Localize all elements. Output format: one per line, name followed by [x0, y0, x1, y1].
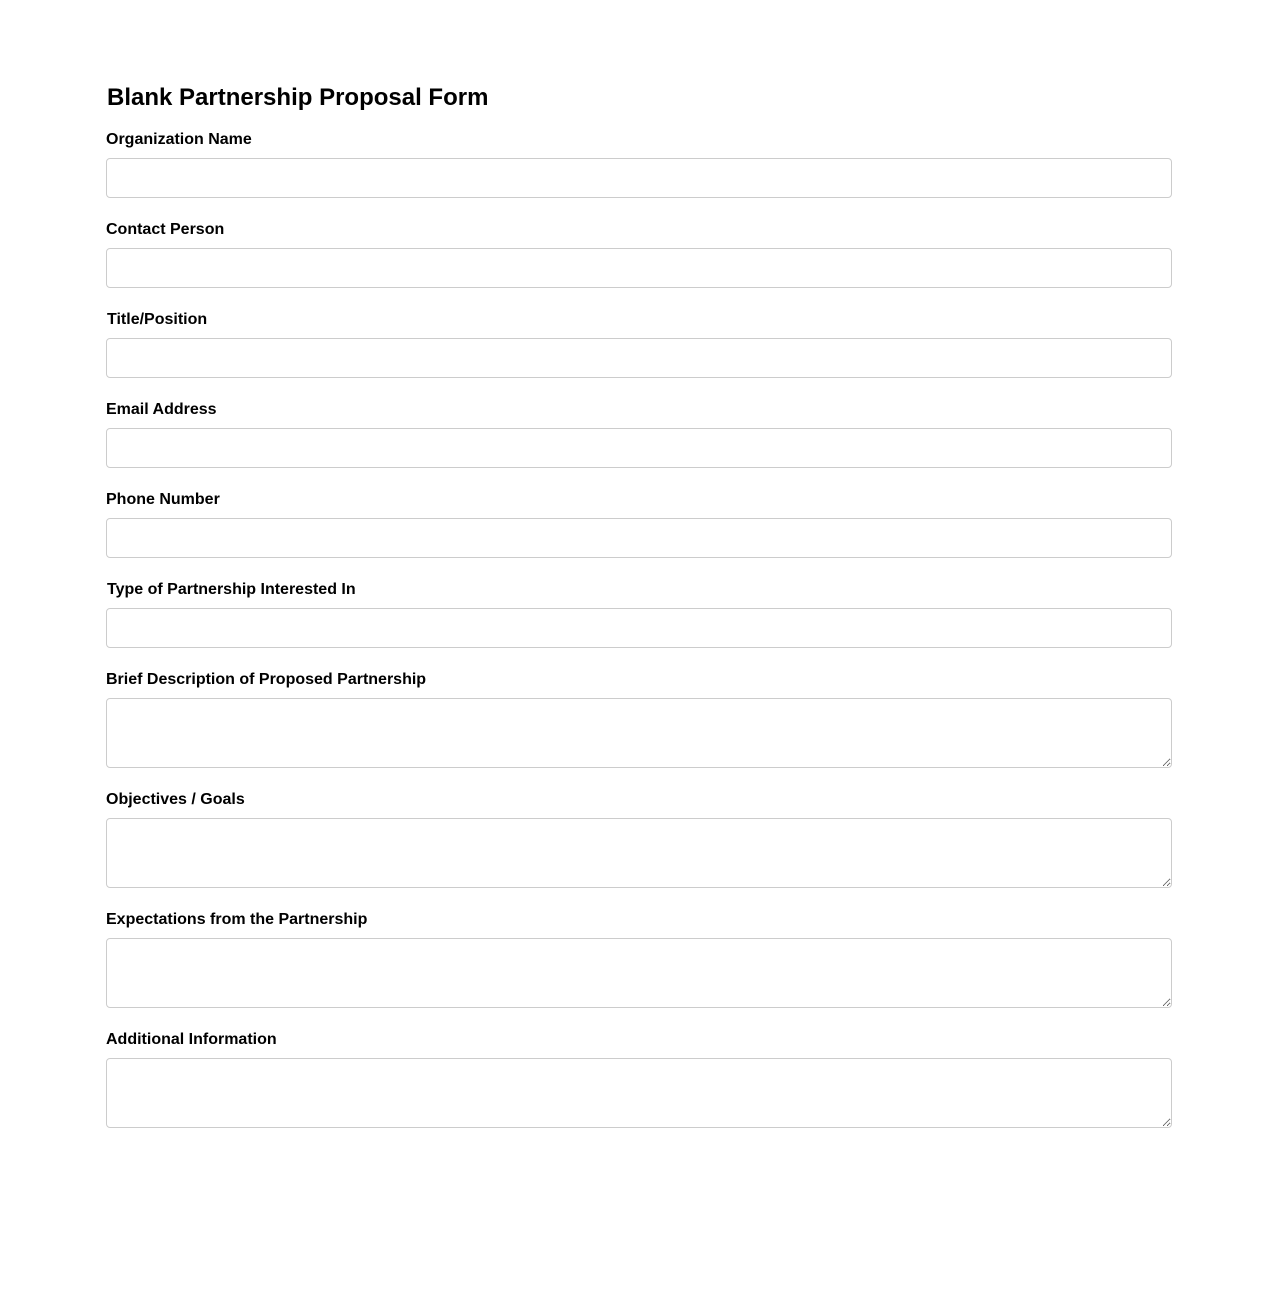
field-email-address	[106, 400, 1172, 468]
field-additional-information	[106, 1030, 1172, 1128]
field-partnership-type	[106, 580, 1172, 648]
additional-information-textarea[interactable]	[106, 1058, 1172, 1128]
field-title-position	[106, 310, 1172, 378]
organization-name-input[interactable]	[106, 158, 1172, 198]
page-title: Blank Partnership Proposal Form	[107, 84, 489, 111]
proposal-form	[106, 82, 1172, 1150]
field-expectations	[106, 910, 1172, 1008]
additional-information-label: Additional Information	[106, 1031, 277, 1048]
field-contact-person	[106, 220, 1172, 288]
contact-person-input[interactable]	[106, 248, 1172, 288]
title-position-label: Title/Position	[107, 311, 208, 328]
brief-description-textarea[interactable]	[106, 698, 1172, 768]
expectations-label: Expectations from the Partnership	[106, 911, 368, 928]
objectives-goals-label: Objectives / Goals	[106, 791, 245, 808]
expectations-textarea[interactable]	[106, 938, 1172, 1008]
partnership-type-input[interactable]	[106, 608, 1172, 648]
title-position-input[interactable]	[106, 338, 1172, 378]
field-organization-name	[106, 130, 1172, 198]
organization-name-label: Organization Name	[106, 131, 252, 148]
phone-number-input[interactable]	[106, 518, 1172, 558]
field-phone-number	[106, 490, 1172, 558]
brief-description-label: Brief Description of Proposed Partnership	[106, 671, 427, 688]
field-brief-description	[106, 670, 1172, 768]
phone-number-label: Phone Number	[106, 491, 220, 508]
email-address-label: Email Address	[106, 401, 217, 418]
partnership-type-label: Type of Partnership Interested In	[107, 581, 356, 598]
contact-person-label: Contact Person	[106, 221, 225, 238]
objectives-goals-textarea[interactable]	[106, 818, 1172, 888]
field-objectives-goals	[106, 790, 1172, 888]
email-address-input[interactable]	[106, 428, 1172, 468]
